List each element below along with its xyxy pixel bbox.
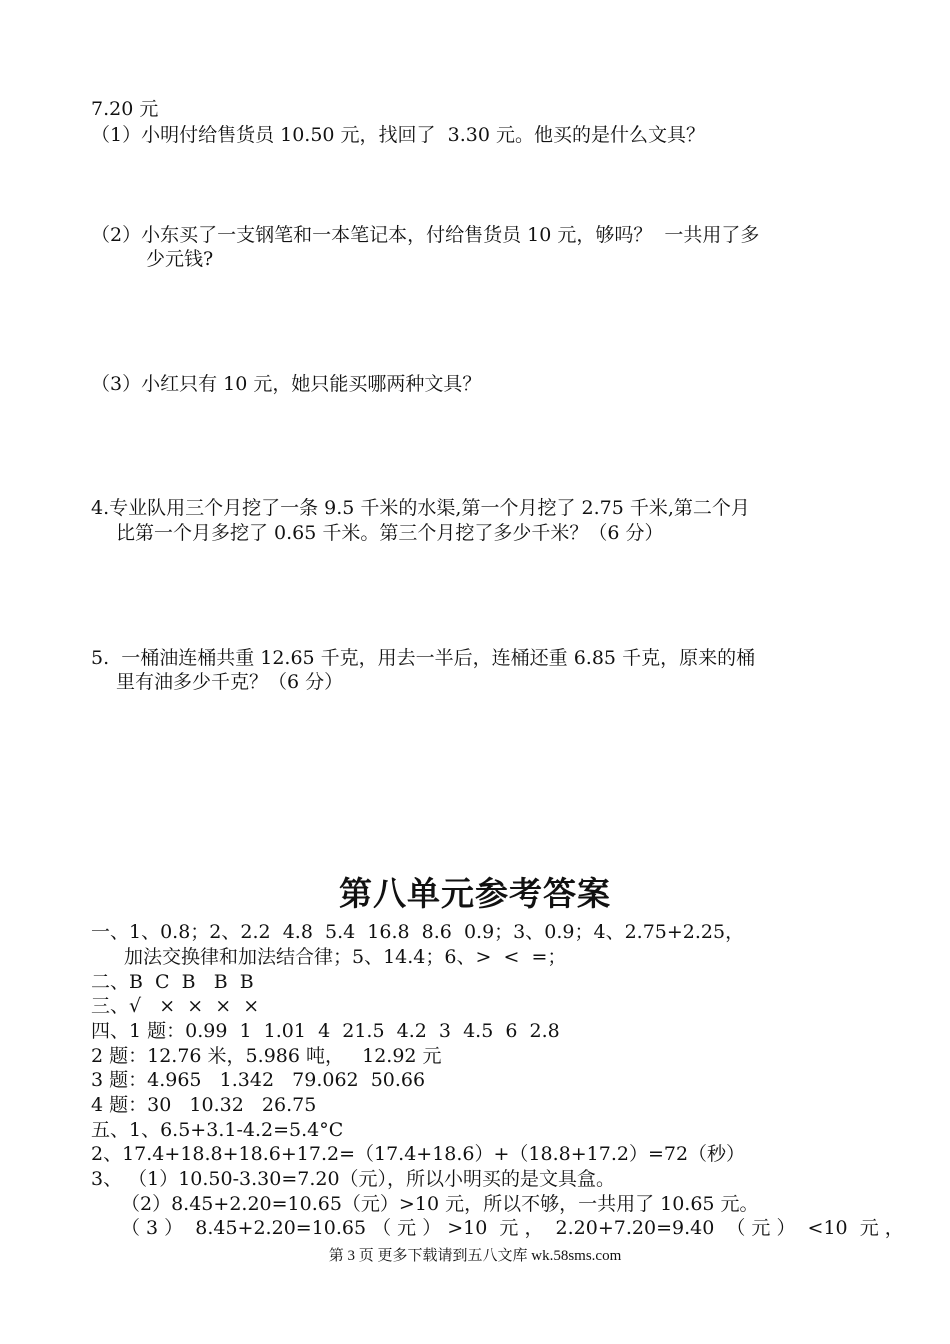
q3-sub3: （3）小红只有 10 元，她只能买哪两种文具？	[91, 373, 482, 395]
answer-4-q3: 3 题：4.965 1.342 79.062 50.66	[91, 1069, 426, 1091]
answer-5-q3-part1: 3、 （1）10.50-3.30=7.20（元），所以小明买的是文具盒。	[91, 1168, 616, 1190]
q3-sub2-line1: （2）小东买了一支钢笔和一本笔记本，付给售货员 10 元，够吗？ 一共用了多	[91, 224, 760, 246]
answer-4-q1: 四、1 题：0.99 1 1.01 4 21.5 4.2 3 4.5 6 2.8	[91, 1020, 560, 1042]
answers-title: 第八单元参考答案	[339, 874, 611, 913]
answer-1-line1: 一、1、0.8；2、2.2 4.8 5.4 16.8 8.6 0.9；3、0.9；4、2.75+2.25，	[91, 921, 745, 943]
answer-1-line2: 加法交换律和加法结合律；5、14.4；6、> < =；	[124, 946, 567, 968]
q3-price-tail: 7.20 元	[91, 98, 159, 120]
answer-5-q3-part2: （2）8.45+2.20=10.65（元）>10 元，所以不够，一共用了 10.65 元。	[121, 1193, 759, 1215]
answer-5-q2: 2、17.4+18.8+18.6+17.2=（17.4+18.6）+（18.8+17.2）=72（秒）	[91, 1143, 746, 1165]
q4-line2: 比第一个月多挖了 0.65 千米。第三个月挖了多少千米？（6 分）	[116, 522, 664, 544]
q3-sub2-line2: 少元钱?	[146, 248, 214, 270]
answer-3: 三、√ × × × ×	[91, 995, 260, 1017]
q5-line1: 5. 一桶油连桶共重 12.65 千克，用去一半后，连桶还重 6.85 千克，原来的桶	[91, 647, 756, 669]
q3-sub1: （1）小明付给售货员 10.50 元，找回了 3.30 元。他买的是什么文具？	[91, 124, 705, 146]
answer-4-q2: 2 题：12.76 米，5.986 吨， 12.92 元	[91, 1045, 442, 1067]
answer-2: 二、B C B B B	[91, 971, 254, 993]
answer-5-q1: 五、1、6.5+3.1-4.2=5.4°C	[91, 1119, 344, 1141]
q5-line2: 里有油多少千克？（6 分）	[116, 671, 344, 693]
page-footer: 第 3 页 更多下载请到五八文库 wk.58sms.com	[328, 1248, 622, 1264]
answer-5-q3-part3: （ 3 ） 8.45+2.20=10.65 （ 元 ） >10 元 ， 2.20+7.20=9.40 （ 元 ） <10 元 ，	[121, 1217, 904, 1239]
q4-line1: 4.专业队用三个月挖了一条 9.5 千米的水渠,第一个月挖了 2.75 千米,第二个月	[91, 497, 750, 519]
answer-4-q4: 4 题：30 10.32 26.75	[91, 1094, 317, 1116]
